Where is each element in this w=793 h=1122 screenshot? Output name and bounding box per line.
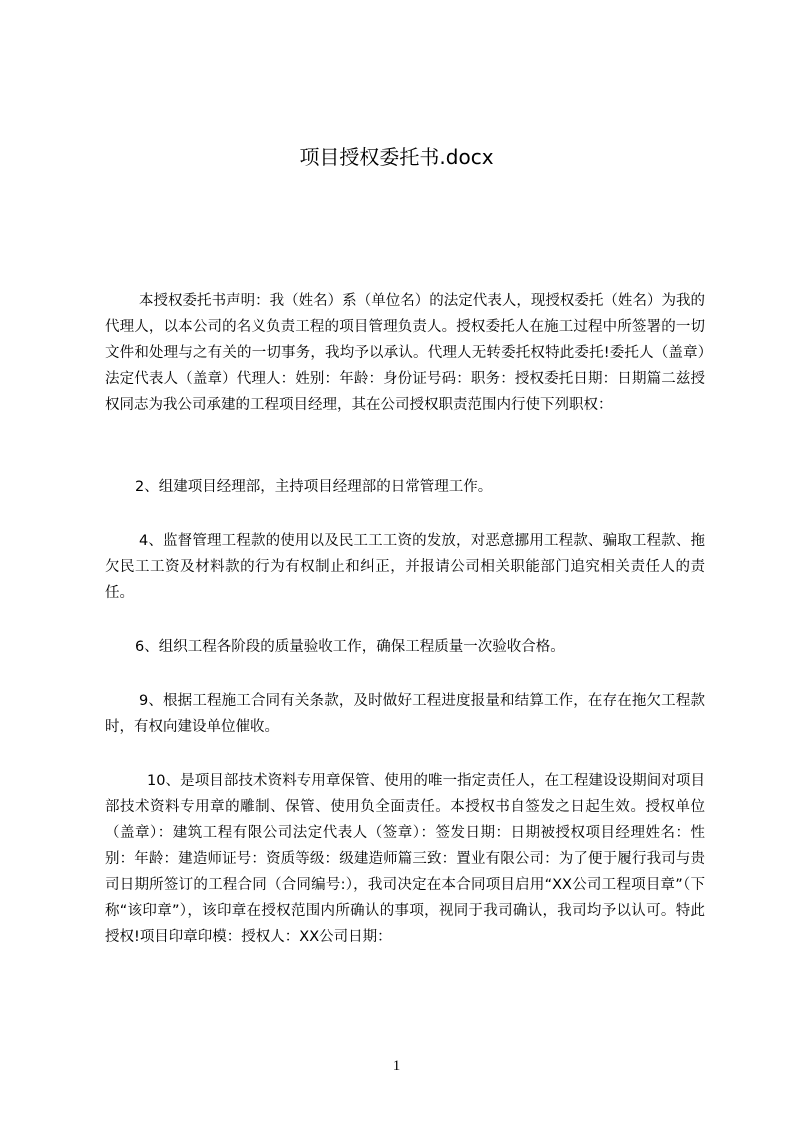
paragraph-item-10: 10、是项目部技术资料专用章保管、使用的唯一指定责任人，在工程建设设期间对项目部技术资料专用章的雕制、保管、使用负全面责任。本授权书自签发之日起生效。授权单位（盖章）：建筑工程有限公司法定代表人（签章）：签发日期：日期被授权项目经理姓名：性别：年龄：建造师证号：资质等级：级建造师篇三致：置业有限公司：为了便于履行我司与贵司日期所签订的工程合同（合同编号:），我司决定在本合同项目启用“XX公司工程项目章”（下称“该印章”），该印章在授权范围内所确认的事项，视同于我司确认，我司均予以认可。特此授权!项目印章印模：授权人：XX公司日期： xyxy=(105,773,705,945)
paragraph-declaration: 本授权委托书声明：我（姓名）系（单位名）的法定代表人，现授权委托（姓名）为我的代理人，以本公司的名义负责工程的项目管理负责人。授权委托人在施工过程中所签署的一切文件和处理与之有关的一切事务，我均予以承认。代理人无转委托权特此委托!委托人（盖章）法定代表人（盖章）代理人：姓别：年龄：身份证号码：职务：授权委托日期：日期篇二兹授权同志为我公司承建的工程项目经理，其在公司授权职责范围内行使下列职权： xyxy=(105,293,705,413)
page-number: 1 xyxy=(392,1058,401,1074)
paragraph-item-9: 9、根据工程施工合同有关条款，及时做好工程进度报量和结算工作，在存在拖欠工程款时，有权向建设单位催收。 xyxy=(105,693,705,735)
paragraph-item-4: 4、监督管理工程款的使用以及民工工工资的发放，对恶意挪用工程款、骗取工程款、拖欠民工工资及材料款的行为有权制止和纠正，并报请公司相关职能部门追究相关责任人的责任。 xyxy=(105,533,705,601)
paragraph-item-2: 2、组建项目经理部，主持项目经理部的日常管理工作。 xyxy=(135,479,493,495)
document-title: 项目授权委托书.docx xyxy=(299,145,494,169)
paragraph-item-6: 6、组织工程各阶段的质量验收工作，确保工程质量一次验收合格。 xyxy=(135,639,565,655)
